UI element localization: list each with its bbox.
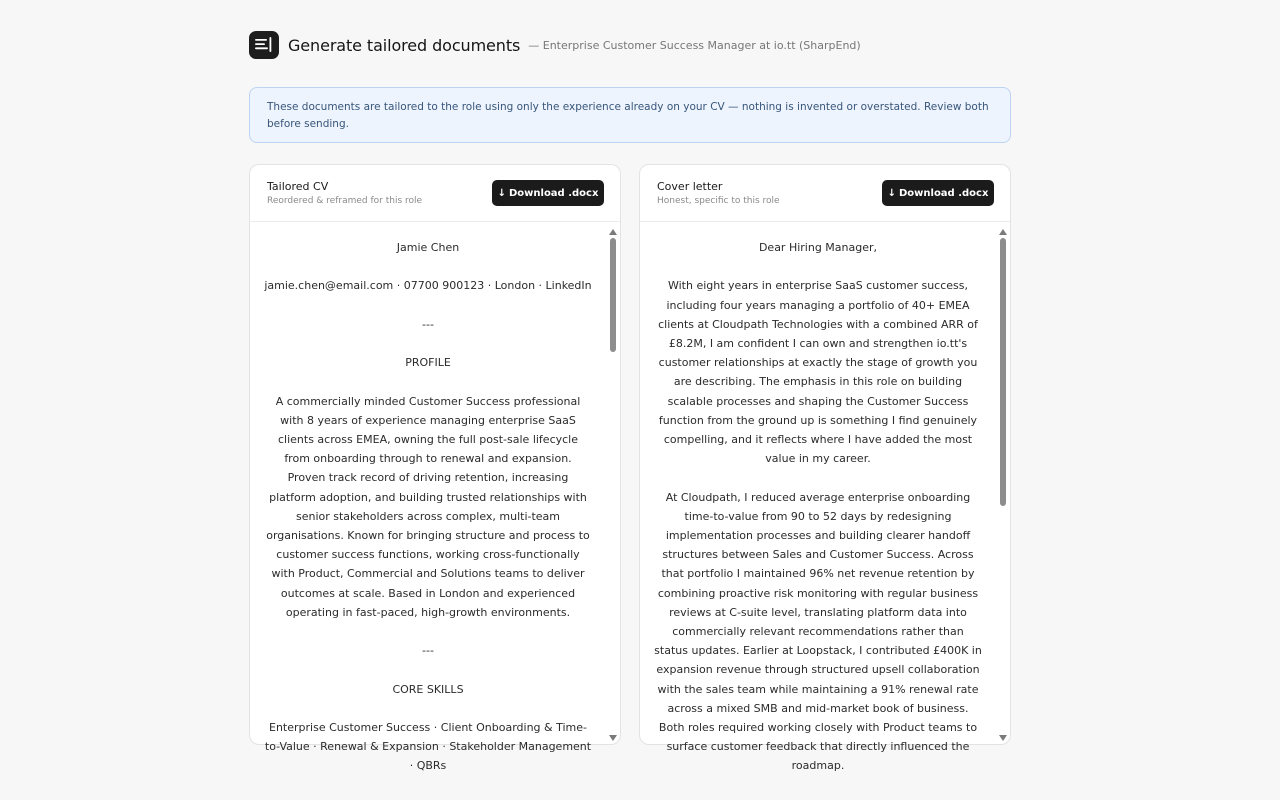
document-lines-icon: [249, 31, 279, 59]
scroll-down-arrow-icon[interactable]: [999, 735, 1007, 741]
cover-paragraph: At Cloudpath, I reduced average enterprise onboarding time-to-value from 90 to 52 days by redesigning implementation processes and building clearer handoff structures between Sales and Customer Success. Across that portfolio I maintained 96% net revenue retention by combining proactive risk monitoring with regular business reviews at C-suite level, translating platform data into commercially relevant recommendations rather than status updates. Earlier at Loopstack, I contributed £400K in expansion revenue through structured upsell collaboration with the sales team while maintaining a 91% renewal rate across a mixed SMB and mid-market book of business. Both roles required working closely with Product teams to surface customer feedback that directly influenced the roadmap.: [654, 490, 982, 773]
cv-paragraph: PROFILE: [405, 356, 451, 370]
cv-scrollbar[interactable]: [608, 225, 617, 743]
cover-scrollbar-thumb[interactable]: [1000, 238, 1006, 506]
cv-download-label: Download .docx: [508, 187, 599, 199]
documents-area: [249, 164, 1011, 773]
cv-card: [249, 164, 621, 773]
scroll-up-arrow-icon[interactable]: [999, 229, 1007, 235]
cv-download-button[interactable]: [492, 180, 604, 206]
download-arrow-icon: ↓: [887, 187, 896, 199]
cv-paragraph: ---: [422, 317, 434, 331]
cover-download-label: Download .docx: [898, 187, 989, 199]
cover-card-header: [640, 165, 1010, 222]
cover-letter-card: [639, 164, 1011, 773]
header: [249, 31, 1011, 59]
cv-paragraph: ---: [422, 644, 434, 658]
cv-document-body[interactable]: [250, 222, 606, 773]
cover-document-body[interactable]: [640, 222, 996, 773]
page-subtitle: — Enterprise Customer Success Manager at io.tt (SharpEnd): [528, 38, 861, 52]
cv-scrollbar-thumb[interactable]: [610, 238, 616, 352]
cover-card-subtitle: Honest, specific to this role: [657, 196, 780, 206]
cover-download-button[interactable]: [882, 180, 994, 206]
cv-paragraph: A commercially minded Customer Success professional with 8 years of experience managing enterprise SaaS clients across EMEA, owning the full post-sale lifecycle from onboarding through to renewal and expansion. Proven track record of driving retention, increasing platform adoption, and building trusted relationships with senior stakeholders across complex, multi-team organisations. Known for bringing structure and process to customer success functions, working cross-functionally with Product, Commercial and Solutions teams to deliver outcomes at scale. Based in London and experienced operating in fast-paced, high-growth environments.: [266, 394, 590, 619]
cover-scrollbar[interactable]: [998, 225, 1007, 743]
cv-card-title: Tailored CV: [267, 180, 329, 193]
download-arrow-icon: ↓: [497, 187, 506, 199]
cv-paragraph: Enterprise Customer Success · Client Onboarding & Time-to-Value · Renewal & Expansion · Stakeholder Management · QBRs: [264, 720, 592, 773]
scroll-up-arrow-icon[interactable]: [609, 229, 617, 235]
info-notice: These documents are tailored to the role using only the experience already on your CV — nothing is invented or overstated. Review both before sending.: [249, 87, 1011, 143]
cv-card-header: [250, 165, 620, 222]
cover-paragraph: Dear Hiring Manager,: [758, 241, 878, 254]
cover-paragraph: With eight years in enterprise SaaS customer success, including four years managing a portfolio of 40+ EMEA clients at Cloudpath Technologies with a combined ARR of £8.2M, I am confident I can own and strengthen io.tt's customer relationships at exactly the stage of growth you are describing. The emphasis in this role on building scalable processes and shaping the Customer Success function from the ground up is something I find genuinely compelling, and it reflects where I have added the most value in my career.: [658, 279, 978, 466]
page: [249, 31, 1011, 773]
cv-paragraph: CORE SKILLS: [392, 682, 464, 696]
cover-card-title: Cover letter: [657, 180, 723, 193]
page-title: Generate tailored documents: [288, 35, 521, 55]
cover-document-text: [654, 238, 982, 795]
scroll-down-arrow-icon[interactable]: [609, 735, 617, 741]
cv-paragraph: jamie.chen@email.com · 07700 900123 · London · LinkedIn: [264, 279, 592, 293]
cv-document-text: [264, 238, 592, 795]
cv-card-subtitle: Reordered & reframed for this role: [267, 196, 423, 206]
cv-paragraph: Jamie Chen: [396, 241, 460, 254]
